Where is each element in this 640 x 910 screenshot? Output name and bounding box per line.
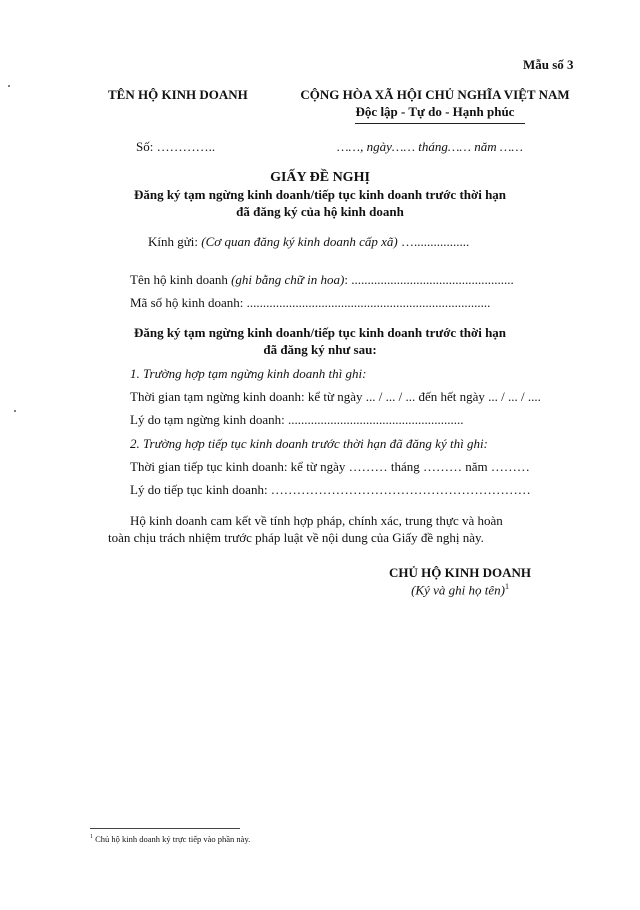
recipient-value: (Cơ quan đăng ký kinh doanh cấp xã) xyxy=(201,234,398,249)
business-name-dots: : .................................................. xyxy=(344,272,514,287)
business-name-field xyxy=(130,272,514,288)
signature-title: CHỦ HỘ KINH DOANH xyxy=(389,565,531,580)
document-date: ……, ngày…… tháng…… năm …… xyxy=(337,139,523,154)
footnote-separator xyxy=(90,828,240,829)
signature-note-text: (Ký và ghi họ tên) xyxy=(411,582,505,598)
motto-underline xyxy=(355,123,525,124)
document-number: Số: ………….. xyxy=(136,139,216,154)
national-title: CỘNG HÒA XÃ HỘI CHỦ NGHĨA VIỆT NAM xyxy=(300,87,570,102)
section-heading-line2: đã đăng ký như sau: xyxy=(263,342,377,357)
scan-speck xyxy=(8,85,10,87)
recipient-dots: …................. xyxy=(397,234,470,249)
national-motto: Độc lập - Tự do - Hạnh phúc xyxy=(355,104,515,119)
recipient-line xyxy=(148,234,469,250)
signature-footnote-ref: 1 xyxy=(504,582,509,591)
case2-reason: Lý do tiếp tục kinh doanh: …………………………………………………… xyxy=(130,482,531,497)
document-subtitle-line2: đã đăng ký của hộ kinh doanh xyxy=(236,204,404,219)
case2-period: Thời gian tiếp tục kinh doanh: kể từ ngày ……… tháng ……… năm ……… xyxy=(130,459,530,474)
footnote-text: Chủ hộ kinh doanh ký trực tiếp vào phần này. xyxy=(95,834,251,844)
document-subtitle-line1: Đăng ký tạm ngừng kinh doanh/tiếp tục kinh doanh trước thời hạn xyxy=(133,187,507,202)
footnote-ref: 1 xyxy=(90,834,93,841)
form-number: Mẫu số 3 xyxy=(523,57,574,72)
recipient-label: Kính gửi: xyxy=(148,234,199,249)
signature-note xyxy=(360,582,560,598)
business-name-label: Tên hộ kinh doanh xyxy=(130,272,228,287)
section-heading-line1: Đăng ký tạm ngừng kinh doanh/tiếp tục kinh doanh trước thời hạn xyxy=(133,325,507,340)
document-title: GIẤY ĐỀ NGHỊ xyxy=(270,170,370,185)
commitment-line2: toàn chịu trách nhiệm trước pháp luật về nội dung của Giấy đề nghị này. xyxy=(108,530,484,545)
business-code-label: Mã số hộ kinh doanh: xyxy=(130,295,244,310)
case1-heading: 1. Trường hợp tạm ngừng kinh doanh thì ghi: xyxy=(130,366,367,381)
commitment-line1: Hộ kinh doanh cam kết về tính hợp pháp, chính xác, trung thực và hoàn xyxy=(130,513,503,528)
footnote xyxy=(90,834,250,844)
case2-heading: 2. Trường hợp tiếp tục kinh doanh trước thời hạn đã đăng ký thì ghi: xyxy=(130,436,488,451)
business-code-dots: ........................................................................... xyxy=(246,295,491,310)
scan-speck xyxy=(14,410,16,412)
case1-reason: Lý do tạm ngừng kinh doanh: ...................................................... xyxy=(130,412,464,427)
business-code-field xyxy=(130,295,490,311)
business-name-header: TÊN HỘ KINH DOANH xyxy=(108,87,248,102)
case1-period: Thời gian tạm ngừng kinh doanh: kể từ ngày ... / ... / ... đến hết ngày ... / ... / .... xyxy=(130,389,541,404)
business-name-hint: (ghi bằng chữ in hoa) xyxy=(231,272,345,287)
